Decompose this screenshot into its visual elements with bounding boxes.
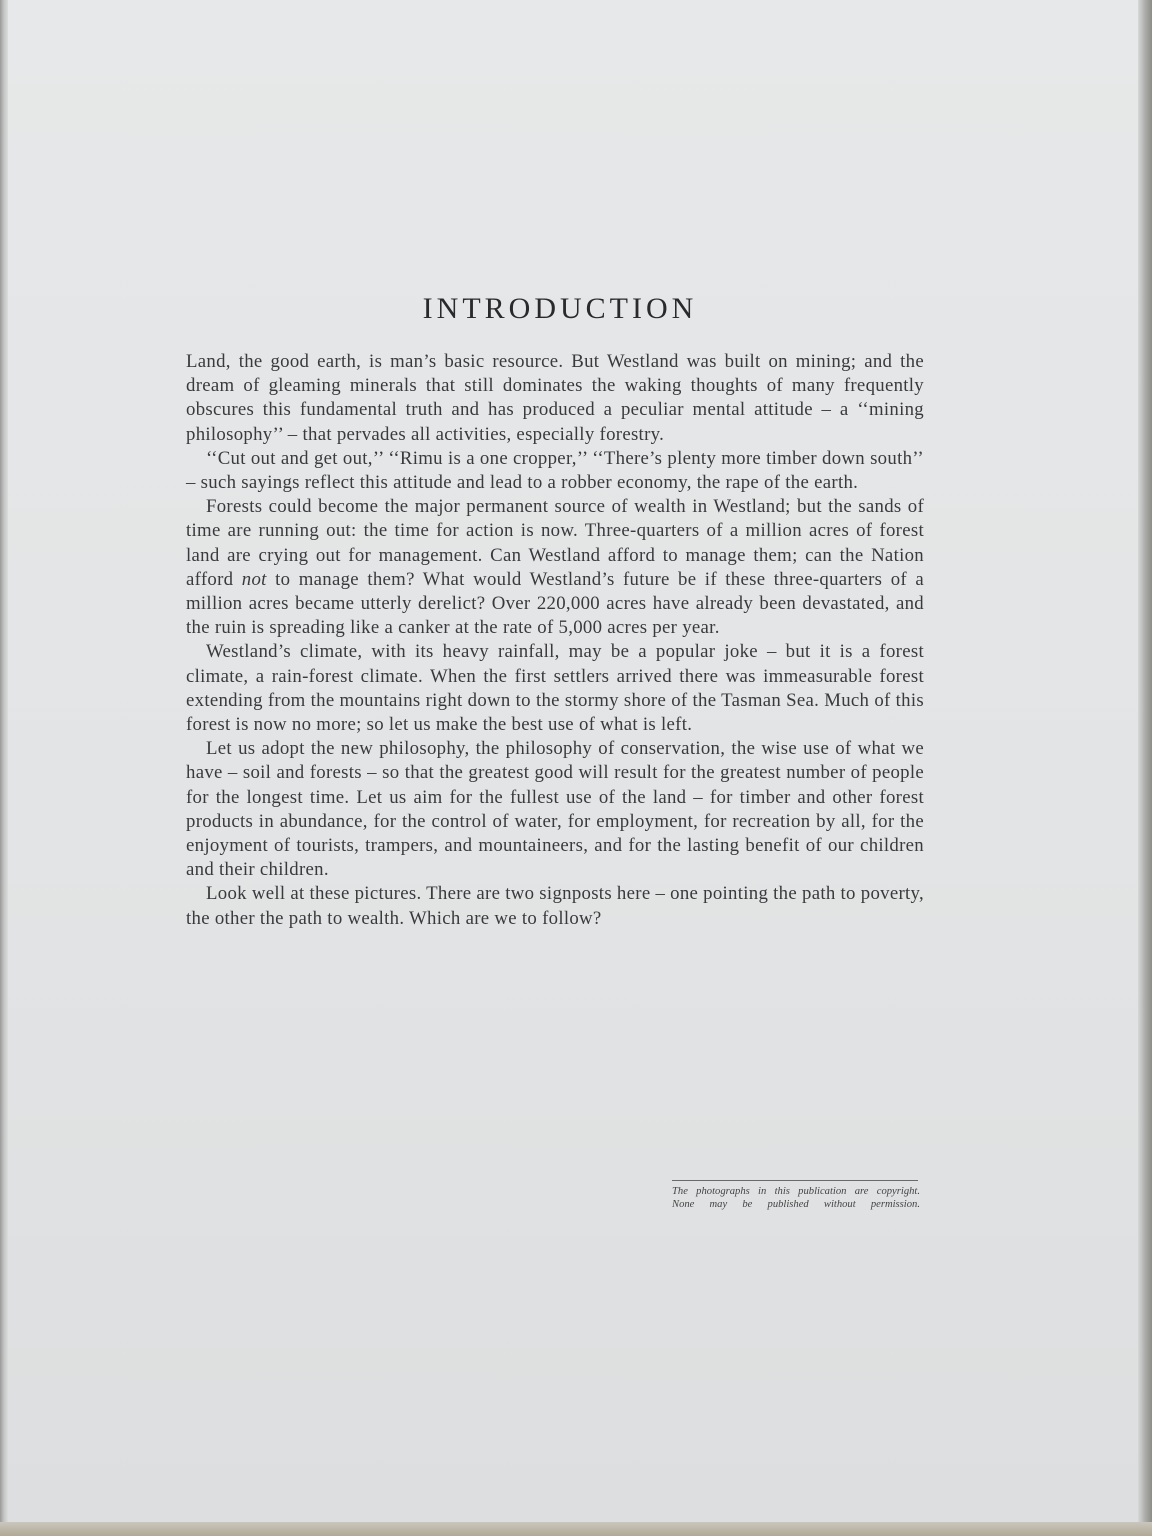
paragraph-6: Look well at these pictures. There are two signposts here – one pointing the path to poverty, the other the path to wealth. Which are we to follow? <box>186 883 924 929</box>
copyright-footnote <box>672 1180 920 1211</box>
footnote-line-2: None may be published without permission. <box>672 1199 920 1210</box>
page-title: INTRODUCTION <box>422 292 698 325</box>
paragraph-1: Land, the good earth, is man’s basic resource. But Westland was built on mining; and the dream of gleaming minerals that still dominates the waking thoughts of many frequently obscures this fundamental truth and has produced a peculiar mental attitude – a ‘‘mining philosophy’’ – that pervades all activities, especially forestry. <box>186 351 924 445</box>
paragraph-2: ‘‘Cut out and get out,’’ ‘‘Rimu is a one cropper,’’ ‘‘There’s plenty more timber down south’’ – such sayings reflect this attitude and lead to a robber economy, the rape of the earth. <box>186 447 924 494</box>
paragraph-3-part-2: to manage them? What would Westland’s future be if these three-quarters of a million acres became utterly derelict? Over 220,000 acres have already been devastated, and the ruin is spreading like a canker at the rate of 5,000 acres per year. <box>186 568 924 639</box>
page-right-shadow <box>1138 0 1152 1536</box>
paragraph-4: Westland’s climate, with its heavy rainfall, may be a popular joke – but it is a forest climate, a rain-forest climate. When the first settlers arrived there was immeasurable forest extending from the mountains right down to the stormy shore of the Tasman Sea. Much of this forest is now no more; so let us make the best use of what is left. <box>186 641 924 736</box>
paragraph-5: Let us adopt the new philosophy, the philosophy of conservation, the wise use of what we have – soil and forests – so that the greatest good will result for the greatest number of people for the longest time. Let us aim for the fullest use of the land – for timber and other forest products in abundance, for the control of water, for employment, for recreation by all, for the enjoyment of tourists, trampers, and mountaineers, and for the lasting benefit of our children and their children. <box>186 738 924 881</box>
paragraph-3 <box>186 495 924 640</box>
footnote-line-1: The photographs in this publication are copyright. <box>672 1186 920 1197</box>
introduction-body <box>186 350 924 931</box>
page-bottom-edge <box>0 1522 1152 1536</box>
page-left-edge <box>0 0 8 1536</box>
footnote-rule <box>672 1180 918 1181</box>
paragraph-3-part-1: Forests could become the major permanent source of wealth in Westland; but the sands of time are running out: the time for action is now. Three-quarters of a million acres of forest land are crying out for management. Can Westland afford to manage them; can the Nation afford <box>186 496 924 590</box>
paragraph-3-emphasis: not <box>241 568 267 590</box>
